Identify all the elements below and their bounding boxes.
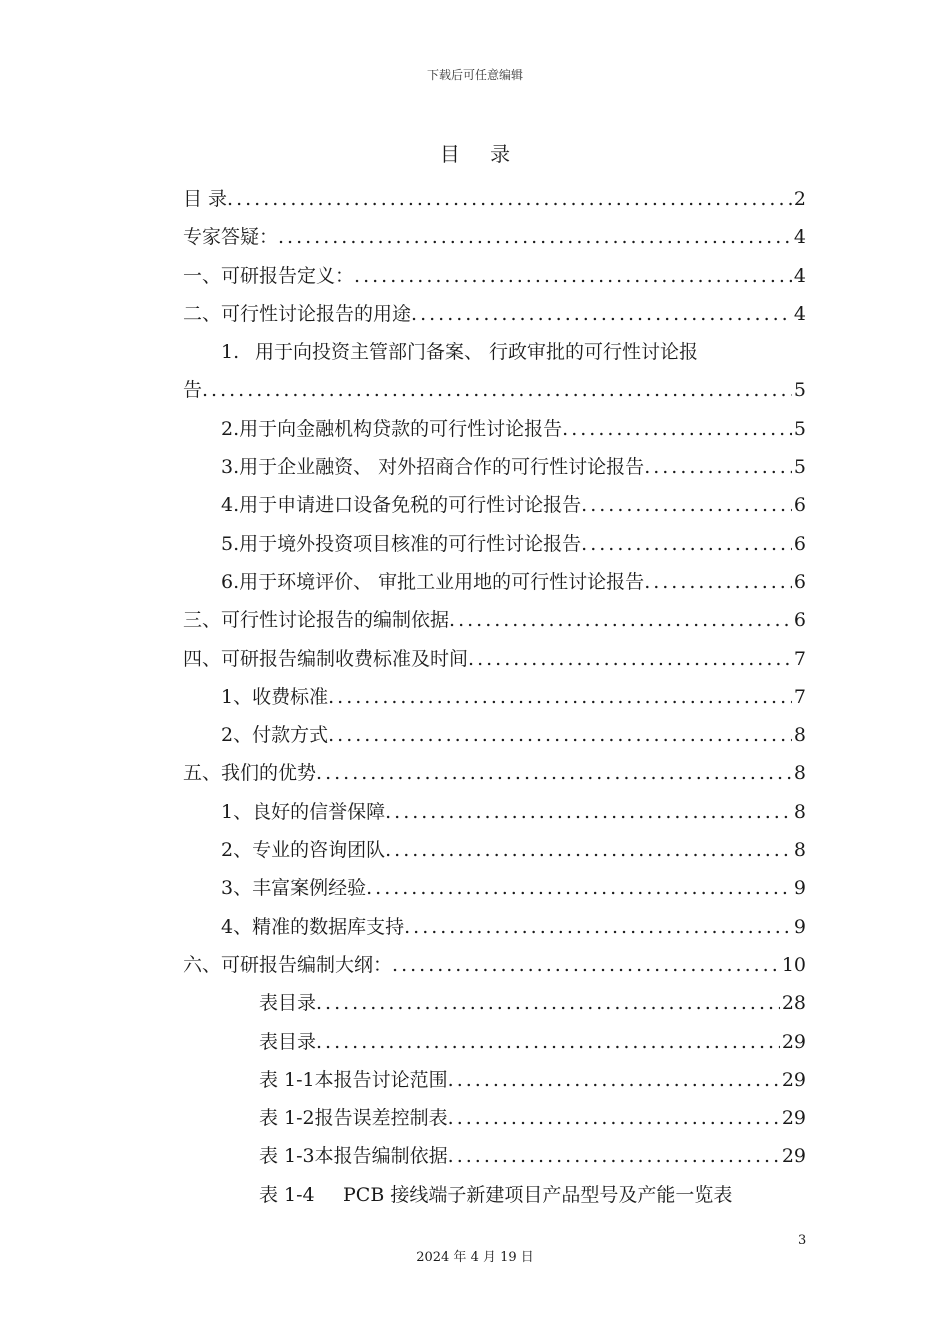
- toc-leader-dots: [448, 1137, 780, 1175]
- toc-entry[interactable]: [183, 908, 806, 946]
- toc-entry[interactable]: [183, 180, 806, 218]
- toc-leader-dots: [316, 984, 780, 1022]
- toc-section-number: 4.: [221, 494, 240, 517]
- toc-label: 专业的咨询团队: [252, 839, 386, 862]
- toc-leader-dots: [366, 869, 792, 907]
- toc-label: 精准的数据库支持: [252, 915, 405, 938]
- toc-section-number: 2.: [221, 417, 240, 440]
- toc-entry[interactable]: [183, 793, 806, 831]
- toc-table-number: 表 1-2: [259, 1107, 315, 1130]
- toc-entry[interactable]: [183, 295, 806, 333]
- toc-section-number: 二、: [183, 302, 222, 325]
- toc-page-number: 29: [781, 1068, 806, 1091]
- toc-label: 本报告编制依据: [314, 1145, 448, 1168]
- toc-entry[interactable]: [183, 869, 806, 907]
- toc-leader-dots: [404, 908, 792, 946]
- toc-leader-dots: [581, 486, 792, 524]
- toc-label: 用于境外投资项目核准的可行性讨论报告: [239, 532, 582, 555]
- toc-section-number: 1.: [221, 341, 240, 364]
- toc-section-number: 1、: [221, 685, 253, 708]
- toc-page-number: 8: [793, 839, 806, 862]
- page-footer-date: 2024 年 4 月 19 日: [416, 1250, 534, 1265]
- page-title: 目 录: [439, 142, 523, 166]
- toc-entry[interactable]: [183, 448, 806, 486]
- toc-section-number: 4、: [221, 915, 253, 938]
- toc-section-number: 3、: [221, 877, 253, 900]
- toc-section-number: 四、: [183, 647, 222, 670]
- toc-entry[interactable]: [183, 525, 806, 563]
- toc-page-number: 4: [793, 302, 806, 325]
- toc-label: 可研报告定义：: [221, 264, 355, 287]
- toc-label: 目 录: [183, 188, 228, 210]
- toc-entry[interactable]: [183, 946, 806, 984]
- toc-entry[interactable]: [183, 716, 806, 754]
- toc-entry[interactable]: [183, 831, 806, 869]
- toc-leader-dots: [385, 831, 792, 869]
- toc-label: 表目录: [259, 1030, 317, 1053]
- toc-page-number: 9: [793, 877, 806, 900]
- toc-entry[interactable]: [183, 1099, 806, 1137]
- page-number: 3: [798, 1233, 807, 1248]
- toc-entry[interactable]: [183, 410, 806, 448]
- toc-leader-dots: [328, 716, 792, 754]
- toc-label: 可研报告编制收费标准及时间: [221, 647, 469, 670]
- toc-section-number: 六、: [183, 953, 222, 976]
- toc-entry[interactable]: [183, 984, 806, 1022]
- toc-page-number: 10: [781, 953, 806, 976]
- toc-label: 本报告讨论范围: [314, 1068, 448, 1091]
- toc-entry[interactable]: [183, 257, 806, 295]
- toc-label: 丰富案例经验: [252, 877, 367, 900]
- toc-entry[interactable]: [183, 640, 806, 678]
- toc-entry[interactable]: [183, 1023, 806, 1061]
- toc-page-number: 5: [793, 417, 806, 440]
- toc-leader-dots: [644, 563, 792, 601]
- toc-label: 报告误差控制表: [314, 1107, 448, 1130]
- toc-leader-dots: [392, 946, 780, 984]
- toc-label: 表目录: [259, 992, 317, 1015]
- toc-page-number: 29: [781, 1145, 806, 1168]
- toc-label: 良好的信誉保障: [252, 800, 386, 823]
- toc-label: 用于环境评价、 审批工业用地的可行性讨论报告: [239, 570, 645, 593]
- toc-label: 付款方式: [252, 724, 329, 747]
- toc-leader-dots: [448, 1099, 780, 1137]
- toc-page-number: 29: [781, 1030, 806, 1053]
- toc-leader-dots: [354, 257, 792, 295]
- toc-label: 用于企业融资、 对外招商合作的可行性讨论报告: [239, 456, 645, 479]
- toc-entry[interactable]: [183, 1061, 806, 1099]
- toc-page-number: 7: [793, 685, 806, 708]
- toc-entry[interactable]: [183, 1137, 806, 1175]
- toc-section-number: 6.: [221, 570, 240, 593]
- toc-page-number: 4: [793, 226, 806, 249]
- toc-section-number: 3.: [221, 456, 240, 479]
- toc-page-number: 9: [793, 915, 806, 938]
- toc-entry[interactable]: [183, 601, 806, 639]
- toc-entry[interactable]: [183, 218, 806, 256]
- toc-page-number: 29: [781, 1107, 806, 1130]
- toc-label: 用于申请进口设备免税的可行性讨论报告: [239, 494, 582, 517]
- toc-leader-dots: [385, 793, 792, 831]
- toc-page-number: 6: [793, 532, 806, 555]
- toc-label: 可行性讨论报告的编制依据: [221, 609, 450, 632]
- toc-page-number: 6: [793, 570, 806, 593]
- toc-label: 专家答疑：: [183, 226, 279, 249]
- toc-leader-dots: [448, 1061, 780, 1099]
- toc-leader-dots: [328, 678, 792, 716]
- toc-page-number: 4: [793, 264, 806, 287]
- toc-leader-dots: [227, 180, 792, 218]
- toc-leader-dots: [468, 640, 792, 678]
- toc-page-number: 6: [793, 609, 806, 632]
- toc-section-number: 2、: [221, 839, 253, 862]
- toc-page-number: 2: [793, 188, 806, 210]
- toc-section-number: 三、: [183, 609, 222, 632]
- toc-leader-dots: [316, 1023, 780, 1061]
- toc-page-number: 28: [781, 992, 806, 1015]
- table-of-contents: [183, 180, 806, 1214]
- toc-page-number: 6: [793, 494, 806, 517]
- toc-section-number: 1、: [221, 800, 253, 823]
- toc-label: 用于向投资主管部门备案、 行政审批的可行性讨论报: [255, 341, 699, 364]
- toc-entry[interactable]: [183, 678, 806, 716]
- toc-leader-dots: [644, 448, 792, 486]
- toc-leader-dots: [278, 218, 792, 256]
- toc-table-number: 表 1-3: [259, 1145, 315, 1168]
- toc-leader-dots: [411, 295, 792, 333]
- toc-leader-dots: [581, 525, 792, 563]
- toc-entry[interactable]: [183, 333, 806, 371]
- toc-section-number: 5.: [221, 532, 240, 555]
- toc-entry[interactable]: [183, 754, 806, 792]
- toc-table-number: 表 1-1: [259, 1068, 315, 1091]
- page-header: 下载后可任意编辑: [426, 68, 523, 82]
- toc-leader-dots: [562, 410, 792, 448]
- toc-section-number: 一、: [183, 264, 222, 287]
- toc-leader-dots: [449, 601, 792, 639]
- toc-leader-dots: [316, 754, 792, 792]
- toc-label: 可研报告编制大纲：: [221, 953, 393, 976]
- toc-label: 告: [183, 379, 203, 402]
- toc-page-number: 8: [793, 724, 806, 747]
- toc-page-number: 7: [793, 647, 806, 670]
- toc-table-number: 表 1-4: [259, 1183, 315, 1206]
- toc-label: PCB 接线端子新建项目产品型号及产能一览表: [343, 1183, 733, 1206]
- toc-page-number: 8: [793, 762, 806, 785]
- toc-label: 用于向金融机构贷款的可行性讨论报告: [239, 417, 563, 440]
- toc-label: 我们的优势: [221, 762, 317, 785]
- toc-entry[interactable]: [183, 1176, 806, 1214]
- toc-entry[interactable]: [183, 563, 806, 601]
- toc-section-number: 五、: [183, 762, 222, 785]
- toc-entry[interactable]: [183, 486, 806, 524]
- toc-page-number: 5: [793, 456, 806, 479]
- toc-label: 收费标准: [252, 685, 329, 708]
- toc-section-number: 2、: [221, 724, 253, 747]
- toc-page-number: 5: [793, 379, 806, 402]
- toc-label: 可行性讨论报告的用途: [221, 302, 412, 325]
- toc-entry-continuation[interactable]: [183, 371, 806, 409]
- toc-leader-dots: [202, 371, 792, 409]
- toc-page-number: 8: [793, 800, 806, 823]
